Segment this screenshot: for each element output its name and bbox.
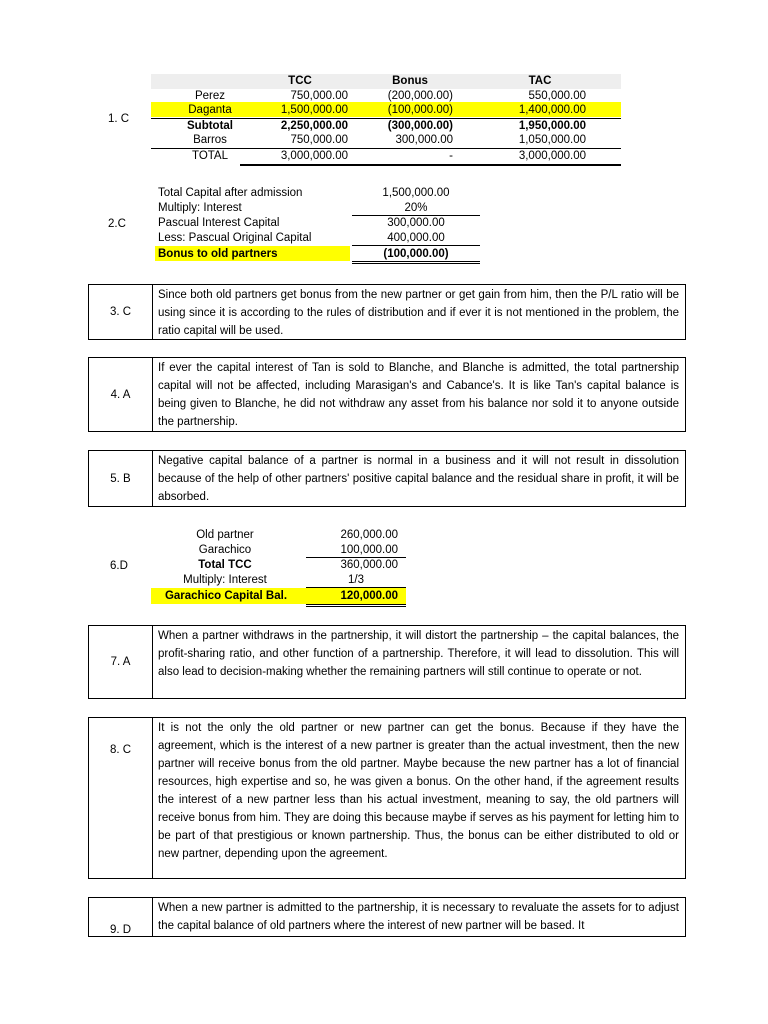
q3-text: Since both old partners get bonus from the new partner or get gain from him, then the P/L ratio will be using since it is according to the rules of distribution and if ever it is not mentioned in the problem, the ratio capital will be used. [158, 289, 679, 337]
q1-row-tcc: 750,000.00 [290, 134, 348, 146]
q5-label: 5. B [89, 451, 153, 506]
q6-row-value: 120,000.00 [340, 590, 398, 602]
q1-row-name: Subtotal [187, 120, 233, 132]
q1-row-bonus: (200,000.00) [387, 90, 453, 102]
q2-row-name: Multiply: Interest [158, 202, 242, 214]
q1-row-tac: 550,000.00 [528, 90, 586, 102]
q2-line-2 [352, 245, 480, 246]
q2-row-name: Bonus to old partners [158, 248, 278, 260]
q6-row-name: Multiply: Interest [183, 574, 267, 586]
q2-row-name: Pascual Interest Capital [158, 217, 280, 229]
q1-row-name: Perez [194, 90, 226, 102]
q2-label: 2.C [108, 218, 126, 230]
q2-row-value: (100,000.00) [383, 248, 449, 260]
q3-box [88, 284, 686, 340]
q7-text: When a partner withdraws in the partnership, it will distort the partnership – the capital balances, the profit-sharing ratio, and other function of a partnership. Therefore, it will lead to dissolution. This will also lead to decision-making whether the remaining partners will still continue to operate or not. [158, 630, 679, 678]
q5-box [88, 450, 686, 507]
q1-row-tcc: 1,500,000.00 [280, 104, 348, 116]
q1-row-tac: 3,000,000.00 [518, 150, 586, 162]
q4-label: 4. A [89, 358, 153, 431]
q6-double-line [306, 604, 406, 607]
q1-header-bonus: Bonus [392, 75, 428, 87]
q1-label: 1. C [108, 113, 130, 125]
q8-box [88, 717, 686, 879]
q6-row-value: 1/3 [348, 574, 364, 586]
q3-label: 3. C [89, 285, 153, 339]
q1-row-tcc: 750,000.00 [290, 90, 348, 102]
q2-row-name: Total Capital after admission [158, 187, 303, 199]
q2-row-value: 20% [404, 202, 428, 214]
q2-row-value: 400,000.00 [387, 232, 445, 244]
q1-row-tac: 1,050,000.00 [518, 134, 586, 146]
q1-row-tac: 1,400,000.00 [518, 104, 586, 116]
q7-label: 7. A [89, 626, 153, 698]
q6-row-value: 100,000.00 [340, 544, 398, 556]
q6-label: 6.D [110, 560, 128, 572]
q6-row-value: 360,000.00 [340, 559, 398, 571]
q5-text: Negative capital balance of a partner is normal in a business and it will not result in dissolution because of the help of other partners' positive capital balance and the residual share in profit, it will be absorbed. [158, 455, 679, 503]
q4-box [88, 357, 686, 432]
q9-text: When a new partner is admitted to the partnership, it is necessary to revaluate the assets for to adjust the capital balance of old partners where the interest of new partner will be based. It [158, 902, 679, 932]
q4-text: If ever the capital interest of Tan is sold to Blanche, and Blanche is admitted, the total partnership capital will not be affected, including Marasigan's and Cabance's. It is like Tan's capital balance is being given to Blanche, he did not withdraw any asset from his balance nor sold it to anyone outside the partnership. [158, 362, 679, 428]
q1-row-tcc: 2,250,000.00 [280, 120, 348, 132]
q1-row-name: Barros [193, 134, 227, 146]
q6-row-value: 260,000.00 [340, 529, 398, 541]
q6-row-name: Total TCC [198, 559, 252, 571]
q6-row-name: Garachico [198, 544, 252, 556]
q8-text: It is not the only the old partner or new partner can get the bonus. Because if they have the agreement, which is the interest of a new partner is greater than the actual investment, then the new partner will receive bonus from the old partner. Maybe because the new partner has a lot of financial resources, high expertise and so, he was given a bonus. On the other hand, if the agreement results the interest of a new partner less than his actual investment, meaning to say, the old partners will receive bonus from him. They are doing this because maybe if serves as his payment for letting him to be part of that prestigious or known partnership. Thus, the bonus can be either distributed to old or new partner, depending upon the agreement. [158, 722, 679, 860]
q6-line-2 [306, 587, 406, 588]
q2-double-line [352, 261, 480, 264]
q7-box [88, 625, 686, 699]
q1-row-bonus: - [449, 150, 453, 162]
q1-header-tac: TAC [528, 75, 552, 87]
q9-label: 9. D [89, 898, 153, 936]
q6-row-name: Old partner [196, 529, 254, 541]
q2-row-name: Less: Pascual Original Capital [158, 232, 312, 244]
q1-row-bonus: (300,000.00) [387, 120, 453, 132]
q1-row-bonus: (100,000.00) [387, 104, 453, 116]
q1-row-bonus: 300,000.00 [395, 134, 453, 146]
q1-header-tcc: TCC [288, 75, 312, 87]
q1-row-tcc: 3,000,000.00 [280, 150, 348, 162]
q1-bottom-line [240, 164, 621, 166]
q2-row-value: 300,000.00 [387, 217, 445, 229]
q9-box [88, 897, 686, 937]
q6-row-name: Garachico Capital Bal. [164, 590, 288, 602]
q8-label: 8. C [89, 718, 153, 878]
q2-row-value: 1,500,000.00 [382, 187, 450, 199]
q1-row-name: Daganta [188, 104, 232, 116]
q1-row-name: TOTAL [192, 150, 228, 162]
q1-row-tac: 1,950,000.00 [518, 120, 586, 132]
